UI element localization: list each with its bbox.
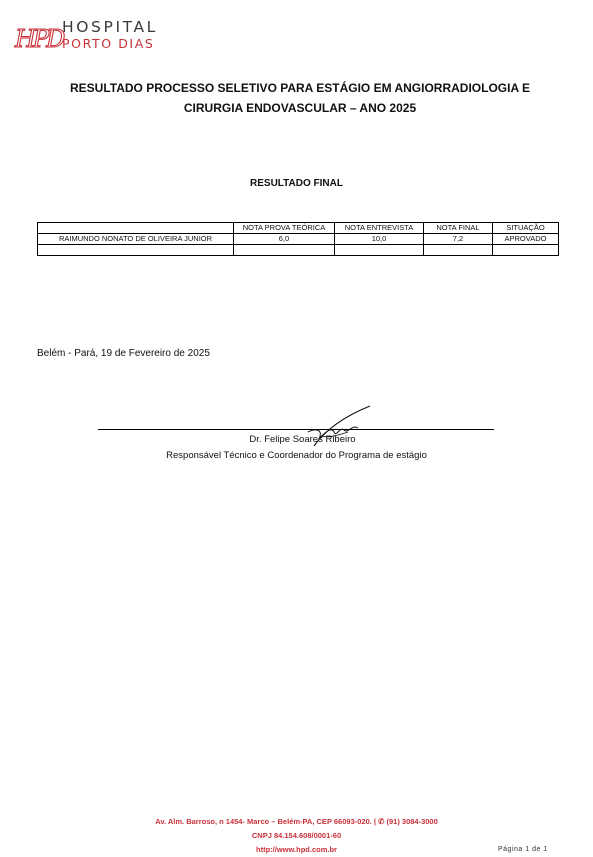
place-date: Belém - Pará, 19 de Fevereiro de 2025	[37, 348, 210, 359]
logo-hospital-text: HOSPITAL	[62, 18, 158, 36]
candidate-name-cell: RAIMUNDO NONATO DE OLIVEIRA JUNIOR	[38, 234, 234, 245]
footer-website-link[interactable]: http://www.hpd.com.br	[256, 845, 337, 854]
title-line-1: RESULTADO PROCESSO SELETIVO PARA ESTÁGIO EM ANGIORRADIOLOGIA E	[69, 81, 531, 95]
table-header-row	[38, 223, 559, 234]
final-score-cell: 7,2	[424, 234, 493, 245]
title-line-2: CIRURGIA ENDOVASCULAR – ANO 2025	[183, 101, 417, 115]
table-header-cell	[38, 223, 234, 234]
table-cell	[335, 245, 424, 256]
table-cell	[424, 245, 493, 256]
section-subtitle: RESULTADO FINAL	[250, 178, 343, 189]
signature-line	[98, 429, 494, 430]
signatory-name: Dr. Felipe Soares Ribeiro	[249, 434, 356, 445]
hpd-logo-mark-icon	[14, 16, 63, 54]
table-cell	[38, 245, 234, 256]
page-number: Página 1 de 1	[498, 846, 548, 853]
status-cell: APROVADO	[493, 234, 559, 245]
table-row	[38, 245, 559, 256]
document-title	[40, 78, 560, 118]
table-cell	[493, 245, 559, 256]
table-header-cell: SITUAÇÃO	[493, 223, 559, 234]
table-header-cell: NOTA PROVA TEÓRICA	[234, 223, 335, 234]
interview-score-cell: 10,0	[335, 234, 424, 245]
results-table	[37, 222, 559, 256]
footer-address: Av. Alm. Barroso, n 1454- Marco – Belém-PA, CEP 66093-020. | ✆ (91) 3084-3000	[155, 817, 438, 826]
table-row	[38, 234, 559, 245]
hospital-logo	[14, 16, 184, 56]
table-cell	[234, 245, 335, 256]
logo-porto-dias-text: PORTO DIAS	[62, 36, 155, 51]
logo-mark-text: HPD	[15, 25, 63, 53]
table-header-cell: NOTA ENTREVISTA	[335, 223, 424, 234]
theory-score-cell: 6,0	[234, 234, 335, 245]
footer-cnpj: CNPJ 84.154.608/0001-60	[251, 831, 342, 840]
table-header-cell: NOTA FINAL	[424, 223, 493, 234]
signatory-role: Responsável Técnico e Coordenador do Programa de estágio	[166, 450, 427, 461]
